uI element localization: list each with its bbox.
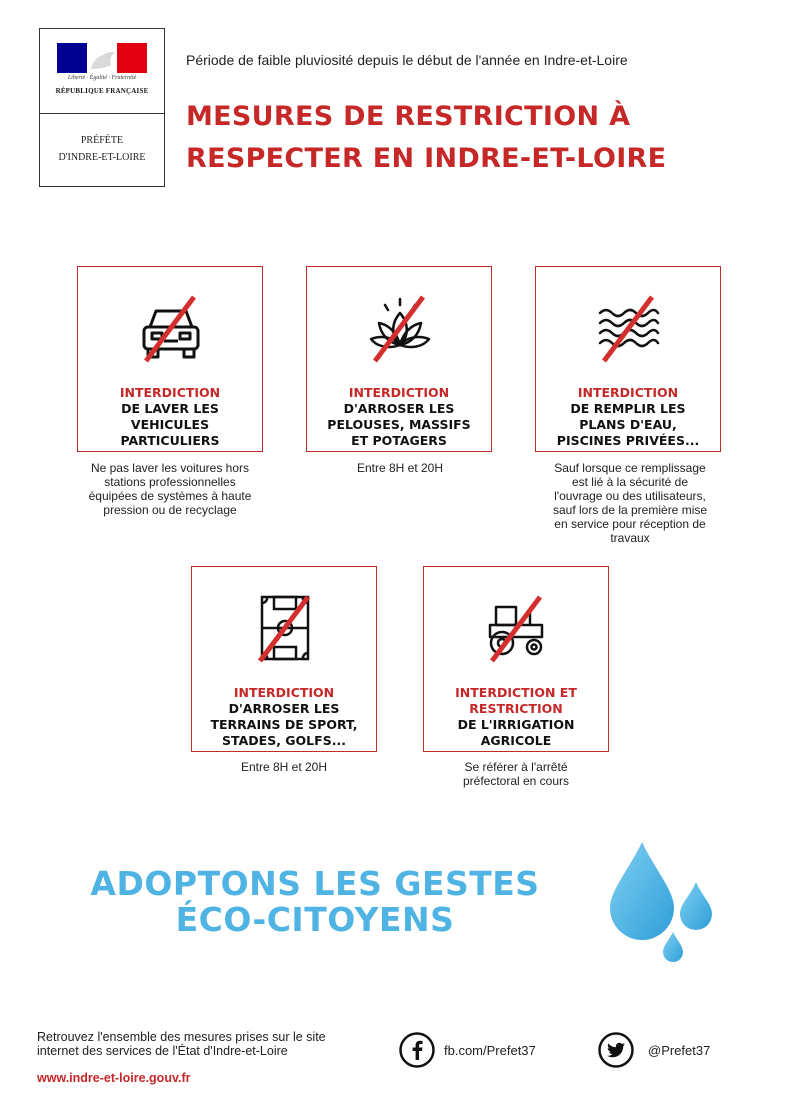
- card-description: [416, 760, 616, 788]
- prefecture-name: [40, 132, 164, 166]
- card-heading-line: D'ARROSER LES: [228, 701, 340, 716]
- card-heading-line: AGRICOLE: [480, 733, 552, 748]
- title-line-2: RESPECTER EN INDRE-ET-LOIRE: [186, 143, 667, 174]
- description-line: équipées de systèmes à haute: [88, 489, 252, 503]
- card-heading-line: PLANS D'EAU,: [579, 417, 677, 432]
- description-line: pression ou de recyclage: [103, 503, 237, 517]
- card-heading-red: RESTRICTION: [469, 701, 563, 716]
- card-heading-red: INTERDICTION: [348, 385, 450, 400]
- card-description: [184, 760, 384, 774]
- description-line: est lié à la sécurité de: [571, 475, 689, 489]
- card-heading-line: ET POTAGERS: [351, 433, 447, 448]
- eco-slogan-line-1: ADOPTONS LES GESTES: [90, 864, 540, 903]
- card-heading-line: D'ARROSER LES: [343, 401, 455, 416]
- card-description: [525, 461, 735, 545]
- description-line: sauf lors de la première mise: [552, 503, 708, 517]
- card-heading-red: INTERDICTION: [233, 685, 335, 700]
- description-line: Entre 8H et 20H: [356, 461, 444, 475]
- water-waves-icon: [594, 293, 664, 363]
- eco-slogan: [60, 866, 570, 938]
- water-drops-icon: [600, 840, 720, 970]
- sports-field-icon: [250, 593, 320, 663]
- card-heading-line: PELOUSES, MASSIFS: [327, 417, 471, 432]
- card-title: [78, 385, 262, 449]
- description-line: stations professionnelles: [104, 475, 236, 489]
- description-line: Ne pas laver les voitures hors: [90, 461, 250, 475]
- title-line-1: MESURES DE RESTRICTION À: [186, 101, 631, 132]
- card-heading-line: PARTICULIERS: [120, 433, 220, 448]
- description-line: Entre 8H et 20H: [240, 760, 328, 774]
- description-line: préfectoral en cours: [462, 774, 570, 788]
- twitter-handle[interactable]: @Prefet37: [648, 1043, 711, 1058]
- motto: Liberté · Égalité · Fraternité: [67, 75, 137, 81]
- card-description: [70, 461, 270, 517]
- card-heading-line: STADES, GOLFS...: [222, 733, 346, 748]
- card-heading-line: PISCINES PRIVÉES...: [556, 433, 700, 448]
- restriction-card-car-wash: [77, 266, 263, 452]
- card-heading-line: TERRAINS DE SPORT,: [210, 717, 358, 732]
- card-title: [307, 385, 491, 449]
- restriction-card-irrigation: [423, 566, 609, 752]
- card-title: [536, 385, 720, 449]
- flower-icon: [365, 293, 435, 363]
- twitter-icon[interactable]: [598, 1032, 634, 1068]
- facebook-handle[interactable]: fb.com/Prefet37: [444, 1043, 536, 1058]
- prefecture-logo: [39, 28, 165, 187]
- eco-slogan-line-2: ÉCO-CITOYENS: [175, 900, 455, 939]
- description-line: travaux: [610, 531, 650, 545]
- footer-info: [37, 1030, 326, 1058]
- card-heading-line: DE L'IRRIGATION: [457, 717, 575, 732]
- page-title: [186, 96, 666, 180]
- prefecture-line-1: PRÉFÈTE: [80, 135, 124, 146]
- website-link[interactable]: www.indre-et-loire.gouv.fr: [37, 1071, 191, 1085]
- card-heading-line: DE REMPLIR LES: [570, 401, 686, 416]
- card-heading-red: INTERDICTION: [577, 385, 679, 400]
- footer-info-line-1: Retrouvez l'ensemble des mesures prises sur le site: [37, 1030, 326, 1044]
- card-title: [192, 685, 376, 749]
- car-icon: [136, 293, 206, 363]
- card-heading-red: INTERDICTION ET: [455, 685, 577, 700]
- prefecture-line-2: D'INDRE-ET-LOIRE: [58, 152, 146, 163]
- description-line: Se référer à l'arrêté: [464, 760, 568, 774]
- page-subtitle: Période de faible pluviosité depuis le début de l'année en Indre-et-Loire: [186, 52, 628, 68]
- restriction-card-watering-gardens: [306, 266, 492, 452]
- republic-label: RÉPUBLIQUE FRANÇAISE: [55, 87, 149, 95]
- card-title: [424, 685, 608, 749]
- restriction-card-sports-fields: [191, 566, 377, 752]
- card-description: [300, 461, 500, 475]
- tractor-icon: [482, 593, 552, 663]
- marianne-logo: [40, 29, 164, 114]
- marianne-flag-icon: [57, 43, 147, 73]
- description-line: Sauf lorsque ce remplissage: [554, 461, 706, 475]
- card-heading-line: VEHICULES: [130, 417, 210, 432]
- card-heading-line: DE LAVER LES: [121, 401, 219, 416]
- restriction-card-filling-pools: [535, 266, 721, 452]
- facebook-icon[interactable]: [399, 1032, 435, 1068]
- description-line: en service pour réception de: [554, 517, 706, 531]
- description-line: l'ouvrage ou des utilisateurs,: [554, 489, 706, 503]
- card-heading-red: INTERDICTION: [119, 385, 221, 400]
- footer-info-line-2: internet des services de l'État d'Indre-et-Loire: [37, 1044, 288, 1058]
